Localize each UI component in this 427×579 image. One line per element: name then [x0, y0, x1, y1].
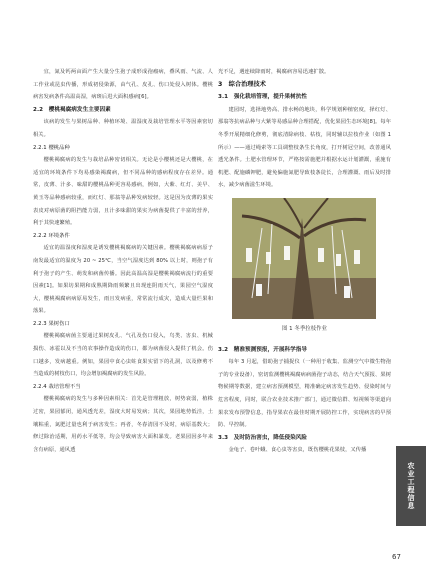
figure-photo [232, 198, 376, 319]
left-column [33, 66, 213, 456]
figure-caption: 图 1 冬季拉枝作业 [281, 325, 328, 332]
subsection-heading: 3.2 精准预测预报，开展科学指导 [218, 346, 308, 353]
page-number: 67 [392, 553, 401, 561]
paragraph: 建园时，选择地势高、排水畅的地块，科学规划种植密度，择红灯、那翁等抗病品种与大紫等易感品种合理搭配，优化果园生态环境[8]。每年冬季开展精细化修剪，彻底清除病枝、枯枝，同时辅以拉枝作业（如图 1 所示）——通过绳索等工具调整枝条生长角度，打开树冠空间，改善通风透光条件。土肥水管理环节，严格按需施肥并根据水运计划灌溉，重施有机肥、配施磷钾肥，避免偏施氮肥导致枝条徒长，合理灌溉、雨后及时排水，减少病菌滋生环境。 [218, 106, 391, 189]
section-heading: 3 综合治理技术 [218, 80, 267, 88]
paragraph: 光不足，遇连续降雨时，褐腐病容易迅速扩散。 [218, 69, 330, 75]
subsection-heading: 2.2.3 果树伤口 [33, 320, 70, 327]
paragraph: 樱桃褐腐病菌主要通过果树皮孔、气孔及伤口侵入，鸟类、害虫、机械损伤、冰雹以及不当的农事操作造成的伤口，都为病菌侵入提供了机会。伤口越多，发病越重。例如，果园中食心虫蛀食果实留下的孔洞，以及修剪不当造成的树枝伤口，均会增加褐腐病的发生风险。 [33, 333, 213, 378]
subsection-heading: 3.3 及时防治害虫，降低侵染风险 [218, 434, 308, 441]
orchard-illustration [232, 198, 376, 319]
paragraph: 该病的发生与果树品种、种植环境、温湿度及栽培管理水平等因素密切相关。 [33, 119, 213, 138]
paragraph: 金龟子、卷叶蛾、食心虫等害虫，既伤樱桃花果枝，又传播 [228, 447, 367, 454]
paragraph: 适宜的温湿度和湿度是诱发樱桃褐腐病的关键因素。樱桃褐腐病病原子南发最适宜的温度为 20 ~ 25℃，当空气湿度达到 80% 以上时，则孢子有利于孢子的产生、萌发和病菌传播。因此高温高湿是樱桃褐腐病流行的重要因素[1]。如果坊果期和成熟期降雨频繁且出现连阴雨天气，果园空气湿度大，樱桃褐腐病病原易发生，雨且发病重，常常流行成灾，造成大量烂果和落果。 [33, 245, 213, 315]
paragraph: 宜，氮及钙两亩面产生大量分生孢子成形成孢瘤病，叠风雨、气流、人工作业或昆虫传播，形成初侵染源，由气孔、皮孔、伤口处侵入树体。樱桃病害发病条件高温高湿，病斑后进大面积感病[6]。 [33, 69, 213, 101]
paragraph: 樱桃褐腐病的发生与栽培品种密切相关。无论是小樱桃还是大樱桃，在适宜的环境条件下均易感染褐腐病，但不同品种的感病程度存在差异。通常，皮薄、汁多、味甜的樱桃品种更容易感病，例如，大紫、红灯、美早、黄玉等品种感病较重，而红灯、那翁等品种发病较轻。这是因为皮薄的果实表皮对病原菌的阻挡能力弱，且汁多味甜的果实为病菌提供了丰富的营养，利于其快速繁殖。 [33, 157, 213, 227]
subsection-heading: 2.2.2 环境条件 [33, 232, 70, 239]
subsection-heading: 2.2.4 栽培管理不当 [33, 383, 81, 390]
side-tab-label: 农业工程信息 [407, 462, 415, 510]
subsection-heading: 3.1 强化栽培管理，提升果树抗性 [218, 94, 308, 101]
paragraph: 每年 3 月起，借助孢子捕捉仪（一种用于收集、监测空气中微生物孢子的专业设备），密切监测樱桃褐腐病病菌孢子动态，结合天气预报、果树物候期等数据，建立病害预测模型，精准确定病害发生趋势、侵染时间与危害程度，同时，联合农业技术推广部门，通过微信群、短视频等渠道向果农发布预警信息，指导果农在最佳时期开展防控工作，实现病害的早预防、早控制。 [218, 359, 391, 429]
paragraph: 樱桃褐腐病的发生与多种因素相关：首先是管理粗放，树势衰弱，植株过密，果园郁闭，通风透光差，湿度大时易发病；其次，果园地势低洼，土壤粘重，氮肥过量也利于病害发生；再者，冬春清园不及时，病原基数大；修过除治适期，用药水平低等，均会导致病害大面积暴发。老果园因多年来含有病原，通风透 [33, 396, 213, 453]
right-column [218, 66, 391, 457]
subsection-heading: 2.2.1 樱桃品种 [33, 144, 70, 151]
section-heading: 2.2 樱桃褐腐病发生主要因素 [33, 106, 111, 113]
journal-side-tab [396, 446, 426, 526]
